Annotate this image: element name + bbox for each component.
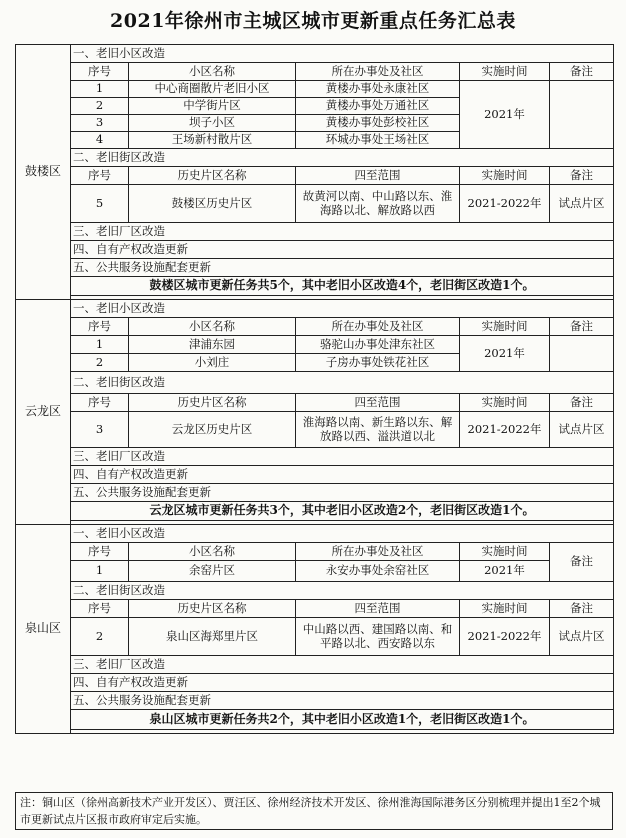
table-row: 1 余窑片区 永安办事处余窑社区 2021年 — [16, 561, 614, 582]
implementation-time: 2021年 — [460, 81, 550, 149]
table-row: 4 王场新村散片区 环城办事处王场社区 — [16, 132, 614, 149]
table-row: 3 坝子小区 黄楼办事处彭校社区 — [16, 115, 614, 132]
district-quanshan: 泉山区 — [16, 525, 71, 734]
header-remark: 备注 — [550, 63, 614, 81]
table-row: 3 云龙区历史片区 淮海路以南、新生路以东、解放路以西、溢洪道以北 2021-2022年 试点片区 — [16, 412, 614, 448]
summary-table: 鼓楼区 一、老旧小区改造 序号 小区名称 所在办事处及社区 实施时间 备注 1 中心商圈散片老旧小区 黄楼办事处永康社区 2021年 2 中学街片区 黄楼办事处万通社区 3 坝子小区 黄楼办事处彭校社区 4 王场新村散片区 环城办事处王场社区 二、老旧街区改造 序号 历史片区名称 四至范围 实施时间 备注 5 鼓楼区历史片区 故黄河以南、中山路以东、淮海路以北、解放路以西 2021-2022年 试点片区 三、老旧厂区改造 四、自有产权改造更新 五、公共服务设施配套更新 鼓楼区城市更新任务共5个，其中老旧小区改造4个，老旧街区改造1个。 云龙区 一、老旧小区改造 序号 小区名称 所在办事处及社区 实施时间 备注 1 津浦东园 骆驼山办事处津东社区 2021年 2 小刘庄 子房办事处铁花社区 二、老旧街区改造 序号 历史片区名称 四至范围 实施时间 备注 3 云龙区历史片区 淮海路以南、新生路以东、解放路以西、溢洪道以北 2021-2022年 试点片区 三、老旧厂区改造 四、自有产权改造更新 五、公共服务设施配套更新 云龙区城市更新任务共3个，其中老旧小区改造2个，老旧街区改造1个。 泉山区 一、老旧小区改造 序号 小区名称 所在办事处及社区 实施时间 备注 1 余窑片区 永安办事处余窑社区 2021年 二、老旧街区改造 序号 历史片区名称 四至范围 实施时间 备注 2 泉山区海郑里片区 中山路以西、建国路以南、和平路以北、西安路以东 2021-2022年 试点片区 三、老旧厂区改造 四、自有产权改造更新 五、公共服务设施配套更新 泉山区城市更新任务共2个，其中老旧小区改造1个，老旧街区改造1个。 — [15, 44, 614, 734]
table-row: 2 中学街片区 黄楼办事处万通社区 — [16, 98, 614, 115]
summary-gulou: 鼓楼区城市更新任务共5个，其中老旧小区改造4个，老旧街区改造1个。 — [71, 277, 614, 296]
district-yunlong: 云龙区 — [16, 300, 71, 525]
section-public-service: 五、公共服务设施配套更新 — [71, 259, 614, 277]
table-row: 1 津浦东园 骆驼山办事处津东社区 2021年 — [16, 336, 614, 354]
district-gulou: 鼓楼区 — [16, 45, 71, 300]
footnote: 注：铜山区（徐州高新技术产业开发区）、贾汪区、徐州经济技术开发区、徐州淮海国际港务区分别梳理并提出1至2个城市更新试点片区报市政府审定后实施。 — [15, 792, 613, 830]
section-old-street: 二、老旧街区改造 — [71, 149, 614, 167]
header-office: 所在办事处及社区 — [296, 63, 460, 81]
remark-cell — [550, 81, 614, 149]
section-old-community: 一、老旧小区改造 — [71, 45, 614, 63]
header-community-name: 小区名称 — [129, 63, 296, 81]
header-time: 实施时间 — [460, 63, 550, 81]
header-no: 序号 — [71, 63, 129, 81]
table-row: 2 小刘庄 子房办事处铁花社区 — [16, 354, 614, 372]
table-row: 1 中心商圈散片老旧小区 黄楼办事处永康社区 2021年 — [16, 81, 614, 98]
table-row: 5 鼓楼区历史片区 故黄河以南、中山路以东、淮海路以北、解放路以西 2021-2022年 试点片区 — [16, 185, 614, 223]
summary-yunlong: 云龙区城市更新任务共3个，其中老旧小区改造2个，老旧街区改造1个。 — [71, 502, 614, 521]
section-property: 四、自有产权改造更新 — [71, 241, 614, 259]
table-row: 2 泉山区海郑里片区 中山路以西、建国路以南、和平路以北、西安路以东 2021-2022年 试点片区 — [16, 618, 614, 656]
summary-quanshan: 泉山区城市更新任务共2个，其中老旧小区改造1个，老旧街区改造1个。 — [71, 710, 614, 730]
section-old-factory: 三、老旧厂区改造 — [71, 223, 614, 241]
page-title: 2021年徐州市主城区城市更新重点任务汇总表 — [110, 10, 516, 32]
